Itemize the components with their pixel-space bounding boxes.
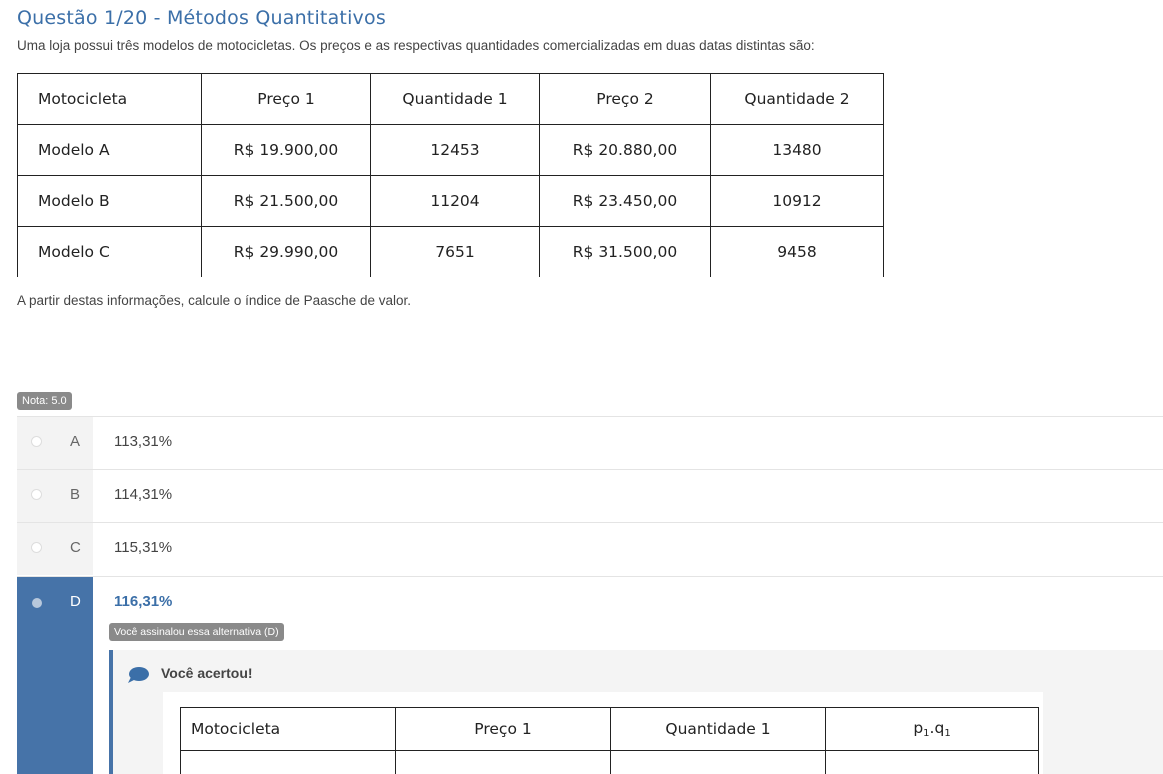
table-header: Preço 2 [540, 74, 711, 125]
option-text: 115,31% [114, 539, 173, 556]
table-cell: R$ 20.880,00 [540, 125, 711, 176]
question-title: Questão 1/20 - Métodos Quantitativos [17, 7, 386, 29]
table-cell: R$ 23.450,00 [540, 176, 711, 227]
table-header-row [18, 74, 884, 125]
table-header: Quantidade 1 [611, 708, 826, 751]
radio-button[interactable] [31, 436, 42, 447]
table-cell: Modelo B [18, 176, 202, 227]
selected-badge: Você assinalou essa alternativa (D) [109, 623, 284, 641]
speech-bubble-icon [127, 666, 149, 684]
table-cell: R$ 31.500,00 [540, 227, 711, 278]
table-cell: 9458 [711, 227, 884, 278]
table-cell: R$ 19.900,00 [202, 125, 371, 176]
header-q: .q [929, 719, 945, 737]
option-gutter-selected [17, 577, 93, 774]
table-row [18, 125, 884, 176]
table-cell [611, 751, 826, 774]
table-cell [396, 751, 611, 774]
table-cell [181, 751, 396, 774]
table-cell: 7651 [371, 227, 540, 278]
data-table [17, 73, 884, 277]
table-header [826, 708, 1039, 751]
question-prompt: A partir destas informações, calcule o índice de Paasche de valor. [17, 293, 411, 308]
table-header: Quantidade 2 [711, 74, 884, 125]
header-p: p [913, 719, 924, 737]
option-gutter [17, 417, 93, 469]
feedback-content [163, 692, 1043, 774]
table-header: Motocicleta [181, 708, 396, 751]
option-b[interactable] [17, 469, 1163, 522]
table-cell: R$ 21.500,00 [202, 176, 371, 227]
feedback-panel [109, 650, 1163, 774]
table-header: Motocicleta [18, 74, 202, 125]
table-row [18, 227, 884, 278]
header-sub: 1 [923, 728, 930, 739]
table-header: Preço 1 [202, 74, 371, 125]
option-text: 113,31% [114, 433, 173, 450]
table-cell: 11204 [371, 176, 540, 227]
option-d[interactable] [17, 576, 1163, 774]
option-a[interactable] [17, 416, 1163, 469]
table-cell [826, 751, 1039, 774]
table-header: Quantidade 1 [371, 74, 540, 125]
grade-badge: Nota: 5.0 [17, 392, 72, 410]
radio-button[interactable] [31, 542, 42, 553]
table-row [18, 176, 884, 227]
table-row [181, 751, 1039, 774]
option-gutter [17, 470, 93, 522]
table-header-row [181, 708, 1039, 751]
table-cell: Modelo A [18, 125, 202, 176]
feedback-title: Você acertou! [161, 665, 253, 681]
option-letter: B [70, 486, 81, 503]
option-letter: C [70, 539, 81, 556]
table-cell: 12453 [371, 125, 540, 176]
option-text: 114,31% [114, 486, 173, 503]
header-sub: 1 [944, 728, 951, 739]
option-gutter [17, 523, 93, 575]
question-intro: Uma loja possui três modelos de motocicletas. Os preços e as respectivas quantidades comercializadas em duas datas distintas são: [17, 38, 815, 53]
table-header: Preço 1 [396, 708, 611, 751]
table-cell: 10912 [711, 176, 884, 227]
option-text: 116,31% [114, 593, 173, 610]
table-cell: Modelo C [18, 227, 202, 278]
table-cell: R$ 29.990,00 [202, 227, 371, 278]
option-letter: A [70, 433, 81, 450]
radio-button-selected[interactable] [32, 598, 42, 608]
option-letter: D [70, 593, 81, 610]
option-c[interactable] [17, 522, 1163, 575]
feedback-table [180, 707, 1039, 774]
table-cell: 13480 [711, 125, 884, 176]
radio-button[interactable] [31, 489, 42, 500]
